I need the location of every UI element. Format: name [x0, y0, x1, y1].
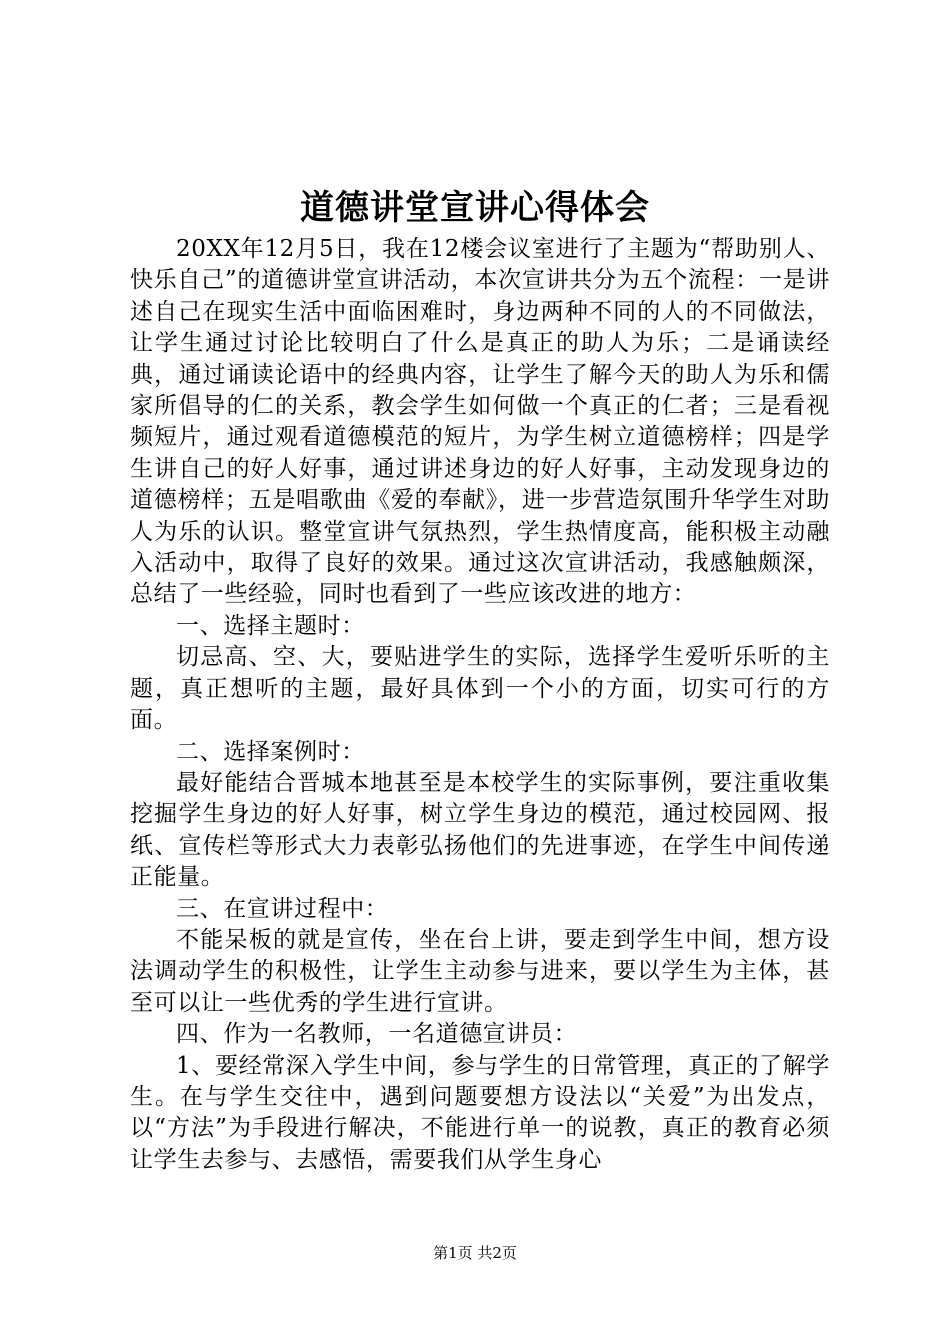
heading-section-4: 四、作为一名教师，一名道德宣讲员： [176, 1021, 578, 1048]
paragraph-section-3: 不能呆板的就是宣传，坐在台上讲，要走到学生中间，想方设法调动学生的积极性，让学生主动参与进来，要以学生为主体，甚至可以让一些优秀的学生进行宣讲。 [130, 926, 830, 1016]
heading-section-1: 一、选择主题时： [176, 612, 365, 639]
heading-section-3: 三、在宣讲过程中： [176, 895, 389, 922]
paragraph-intro: 20XX年12月5日，我在12楼会议室进行了主题为“帮助别人、快乐自己”的道德讲堂宣讲活动，本次宣讲共分为五个流程：一是讲述自己在现实生活中面临困难时，身边两种不同的人的不同做法，让学生通过讨论比较明白了什么是真正的助人为乐；二是诵读经典，通过诵读论语中的经典内容，让学生了解今天的助人为乐和儒家所倡导的仁的关系，教会学生如何做一个真正的仁者；三是看视频短片，通过观看道德模范的短片，为学生树立道德榜样；四是学生讲自己的好人好事，通过讲述身边的好人好事，主动发现身边的道德榜样；五是唱歌曲《爱的奉献》，进一步营造氛围升华学生对助人为乐的认识。整堂宣讲气氛热烈，学生热情度高，能积极主动融入活动中，取得了良好的效果。通过这次宣讲活动，我感触颇深，总结了一些经验，同时也看到了一些应该改进的地方： [130, 236, 830, 608]
paragraph-section-2: 最好能结合晋城本地甚至是本校学生的实际事例，要注重收集挖掘学生身边的好人好事，树立学生身边的模范，通过校园网、报纸、宣传栏等形式大力表彰弘扬他们的先进事迹，在学生中间传递正能量。 [130, 769, 830, 891]
heading-section-2: 二、选择案例时： [176, 738, 365, 765]
paragraph-section-1: 切忌高、空、大，要贴进学生的实际，选择学生爱听乐听的主题，真正想听的主题，最好具体到一个小的方面，切实可行的方面。 [130, 644, 830, 734]
page-footer: 第1页 共2页 [433, 1244, 517, 1262]
document-title: 道德讲堂宣讲心得体会 [300, 188, 650, 228]
paragraph-section-4-item-1: 1、要经常深入学生中间，参与学生的日常管理，真正的了解学生。在与学生交往中，遇到问题要想方设法以“关爱”为出发点，以“方法”为手段进行解决，不能进行单一的说教，真正的教育必须让学生去参与、去感悟，需要我们从学生身心 [130, 1052, 830, 1173]
document-body [130, 234, 830, 1176]
